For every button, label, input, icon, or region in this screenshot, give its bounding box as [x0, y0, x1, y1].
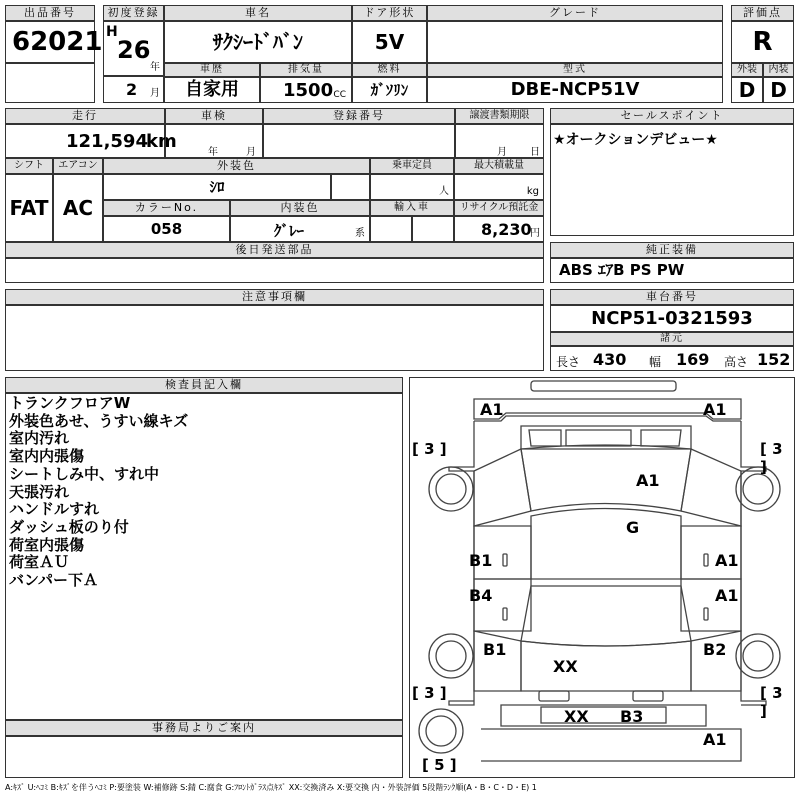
interior-value: D	[763, 77, 794, 103]
mark-rear-bumper: A1	[703, 730, 727, 749]
mark-right-front-door: A1	[715, 551, 739, 570]
car-diagram	[410, 378, 794, 777]
mileage-header: 走行	[5, 108, 165, 124]
mark-front-left: A1	[480, 400, 504, 419]
displacement-value: 1500	[283, 80, 334, 101]
tire-mark-rear-left: [ 3 ]	[412, 684, 447, 702]
car-name-header: 車名	[164, 5, 352, 21]
right-rear-handle	[704, 608, 708, 620]
rear-light-right	[633, 691, 663, 701]
mark-right-rear-fender: B2	[703, 640, 727, 659]
car-name-value: ｻｸｼｰﾄﾞﾊﾞﾝ	[164, 21, 352, 63]
transfer-day-unit: 日	[530, 147, 540, 158]
displacement-cell	[260, 77, 352, 103]
office-value	[5, 736, 403, 778]
right-front-fender	[681, 449, 741, 526]
mileage-unit: km	[146, 131, 177, 152]
inspector-note: 荷室内張傷	[9, 535, 85, 554]
height-value: 152	[757, 350, 791, 369]
color-no-header: カラーNo.	[103, 200, 230, 216]
int-color-suffix: 系	[355, 228, 365, 239]
capacity-cell	[370, 174, 454, 200]
inspector-note: バンパー下Ａ	[9, 571, 98, 590]
tire-front-right-inner	[743, 474, 773, 504]
office-header: 事務局よりご案内	[5, 720, 403, 736]
inspector-note: 外装色あせ、うすい線キズ	[9, 411, 189, 430]
recycle-unit: 円	[530, 228, 540, 239]
mark-rear-right: B3	[620, 707, 644, 726]
transfer-month-unit: 月	[497, 147, 507, 158]
listing-no-value: 62021	[5, 21, 95, 63]
left-rear-handle	[503, 608, 507, 620]
model-value: DBE-NCP51V	[427, 77, 723, 103]
grade-header: グレード	[427, 5, 723, 21]
ext-color-header: 外装色	[103, 158, 370, 174]
left-front-fender	[474, 449, 531, 526]
int-color-value: ｸﾞﾚｰ	[274, 222, 305, 240]
inspection-cell	[165, 124, 263, 158]
interior-header: 内装	[763, 63, 794, 77]
roof	[531, 509, 681, 580]
spare-tire-inner	[426, 716, 456, 746]
reg-no-value	[263, 124, 455, 158]
height-label: 高さ	[724, 355, 749, 369]
mark-left-rear-door: B4	[469, 586, 493, 605]
legend-text: A:ｷｽﾞ U:ﾍｺﾐ B:ｷｽﾞを伴うﾍｺﾐ P:要塗装 W:補修跡 S:錆 C:腐食 G:ﾌﾛﾝﾄｶﾞﾗｽ点ｷｽﾞ XX:交換済み X:要交換 内・外装評価 5段階ﾗﾝｸ順(A・B・C・D・E) 1	[5, 783, 537, 792]
inspector-note: シートしみ中、すれ中	[9, 464, 160, 483]
int-color-cell	[230, 216, 370, 242]
mark-rear-glass: XX	[553, 657, 578, 676]
tire-rear-left-inner	[436, 641, 466, 671]
transfer-cell	[455, 124, 544, 158]
insp-month-unit: 月	[246, 147, 256, 158]
max-load-cell	[454, 174, 544, 200]
first-reg-header: 初度登録	[103, 5, 164, 21]
width-label: 幅	[649, 355, 662, 369]
rear-hatch	[521, 641, 691, 691]
history-value: 自家用	[164, 77, 260, 103]
fuel-value: ｶﾞｿﾘﾝ	[352, 77, 427, 103]
history-header: 車歴	[164, 63, 260, 77]
year-unit: 年	[150, 62, 160, 73]
capacity-header: 乗車定員	[370, 158, 454, 174]
door-value: 5V	[352, 21, 427, 63]
month-value: 2	[126, 80, 138, 99]
import-header: 輸入車	[370, 200, 454, 216]
grade-value	[427, 21, 723, 63]
rear-light-left	[539, 691, 569, 701]
notice-header: 注意事項欄	[5, 289, 544, 305]
inspector-notes	[5, 393, 403, 720]
inspector-note: ダッシュ板のり付	[9, 517, 129, 536]
insp-year-unit: 年	[208, 147, 218, 158]
mark-right-rear-door: A1	[715, 586, 739, 605]
recycle-cell	[454, 216, 544, 242]
tire-rear-right-inner	[743, 641, 773, 671]
aircon-header: エアコン	[53, 158, 103, 174]
windshield	[521, 445, 691, 511]
chassis-header: 車台番号	[550, 289, 794, 305]
width-value: 169	[676, 350, 710, 369]
max-load-unit: kg	[526, 186, 539, 197]
reg-no-header: 登録番号	[263, 108, 455, 124]
tire-mark-spare: [ 5 ]	[422, 756, 457, 774]
mark-rear-left: XX	[564, 707, 589, 726]
inspector-note: 天張汚れ	[9, 482, 70, 501]
fuel-header: 燃料	[352, 63, 427, 77]
specs-cell	[550, 346, 794, 371]
exterior-value: D	[731, 77, 763, 103]
ext-color-extra	[331, 174, 370, 200]
inspector-header: 検査員記入欄	[5, 377, 403, 393]
inspector-note: ハンドルすれ	[9, 500, 100, 519]
length-value: 430	[593, 350, 627, 369]
aircon-value: AC	[53, 174, 103, 242]
shift-value: FAT	[5, 174, 53, 242]
inspector-note: トランクフロアW	[9, 394, 131, 412]
score-header: 評価点	[731, 5, 794, 21]
front-bumper-bar	[531, 381, 676, 391]
mileage-value: 121,594	[66, 131, 148, 152]
tire-mark-front-right: [ 3 ]	[760, 440, 783, 476]
inspector-note: 室内汚れ	[9, 429, 70, 448]
mark-hood: A1	[636, 471, 660, 490]
ext-color-value: ｼﾛ	[103, 174, 331, 200]
month-unit: 月	[150, 88, 160, 99]
max-load-header: 最大積載量	[454, 158, 544, 174]
inspector-note: 荷室ＡＵ	[9, 553, 70, 572]
specs-header: 諸元	[550, 332, 794, 346]
import-cell-b	[412, 216, 454, 242]
displacement-header: 排気量	[260, 63, 352, 77]
int-color-header: 内装色	[230, 200, 370, 216]
notice-value	[5, 305, 544, 371]
mark-front-right: A1	[703, 400, 727, 419]
year-value: 26	[117, 36, 151, 64]
recycle-header: リサイクル預託金	[454, 200, 544, 216]
mileage-cell	[5, 124, 177, 158]
genuine-value: ABS ｴｱB PS PW	[550, 258, 794, 283]
inspection-header: 車検	[165, 108, 263, 124]
mark-roof: G	[626, 518, 640, 537]
right-front-handle	[704, 554, 708, 566]
tire-mark-front-left: [ 3 ]	[412, 440, 447, 458]
model-header: 型式	[427, 63, 723, 77]
tire-front-left-inner	[436, 474, 466, 504]
first-reg-year-cell	[103, 21, 164, 76]
mark-left-front-door: B1	[469, 551, 493, 570]
shift-header: シフト	[5, 158, 53, 174]
displacement-unit: CC	[333, 90, 346, 100]
first-reg-month-cell	[103, 76, 164, 103]
license-plate	[541, 707, 666, 723]
front-panel-lower	[474, 416, 741, 421]
rear-bumper	[481, 729, 741, 761]
era-value: H	[106, 24, 118, 40]
mark-left-rear-fender: B1	[483, 640, 507, 659]
tire-mark-rear-right: [ 3 ]	[760, 684, 783, 720]
left-front-handle	[503, 554, 507, 566]
color-no-value: 058	[103, 216, 230, 242]
capacity-unit: 人	[439, 186, 449, 197]
later-parts-header: 後日発送部品	[5, 242, 544, 258]
listing-no-header: 出品番号	[5, 5, 95, 21]
recycle-value: 8,230	[481, 220, 532, 239]
import-cell-a	[370, 216, 412, 242]
rear-window	[521, 586, 691, 646]
later-parts-value	[5, 258, 544, 283]
car-diagram-frame	[409, 377, 795, 778]
inspector-note: 室内内張傷	[9, 447, 85, 466]
listing-no-blank	[5, 63, 95, 103]
length-label: 長さ	[556, 355, 581, 369]
hood-vents	[529, 430, 681, 446]
transfer-header: 譲渡書類期限	[455, 108, 544, 124]
exterior-header: 外装	[731, 63, 763, 77]
door-header: ドア形状	[352, 5, 427, 21]
score-value: R	[731, 21, 794, 63]
chassis-value: NCP51-0321593	[550, 305, 794, 332]
sales-point-header: セールスポイント	[550, 108, 794, 124]
sales-point-value: ★オークションデビュー★	[550, 124, 794, 236]
genuine-header: 純正装備	[550, 242, 794, 258]
